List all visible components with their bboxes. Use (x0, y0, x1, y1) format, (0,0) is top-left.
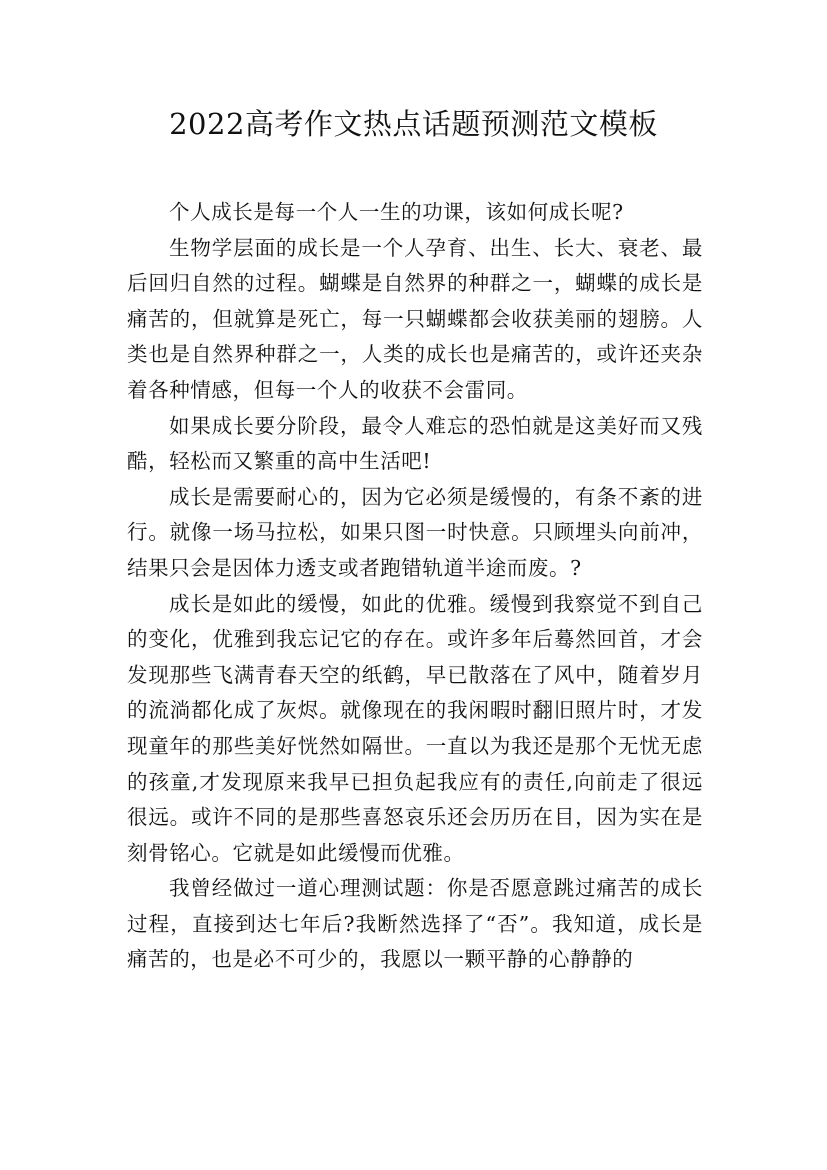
paragraph: 如果成长要分阶段，最令人难忘的恐怕就是这美好而又残酷，轻松而又繁重的高中生活吧! (127, 413, 703, 474)
paragraph: 生物学层面的成长是一个人孕育、出生、长大、衰老、最后回归自然的过程。蝴蝶是自然界的种群之一，蝴蝶的成长是痛苦的，但就算是死亡，每一只蝴蝶都会收获美丽的翅膀。人类也是自然界种群之一，人类的成长也是痛苦的，或许还夹杂着各种情感，但每一个人的收获不会雷同。 (127, 235, 703, 402)
paragraph: 成长是如此的缓慢，如此的优雅。缓慢到我察觉不到自己的变化，优雅到我忘记它的存在。或许多年后蓦然回首，才会发现那些飞满青春天空的纸鹤，早已散落在了风中，随着岁月的流淌都化成了灰烬。就像现在的我闲暇时翻旧照片时，才发现童年的那些美好恍然如隔世。一直以为我还是那个无忧无虑的孩童,才发现原来我早已担负起我应有的责任,向前走了很远很远。或许不同的是那些喜怒哀乐还会历历在目，因为实在是刻骨铭心。它就是如此缓慢而优雅。 (127, 591, 703, 865)
paragraph: 成长是需要耐心的，因为它必须是缓慢的，有条不紊的进行。就像一场马拉松，如果只图一时快意。只顾埋头向前冲，结果只会是因体力透支或者跑错轨道半途而废。? (127, 484, 703, 580)
document-body (127, 195, 703, 978)
paragraph: 个人成长是每一个人一生的功课，该如何成长呢? (169, 200, 624, 224)
paragraph: 我曾经做过一道心理测试题：你是否愿意跳过痛苦的成长过程，直接到达七年后?我断然选择了“否”。我知道，成长是痛苦的，也是必不可少的，我愿以一颗平静的心静静的 (127, 876, 703, 972)
document-title: 2022高考作文热点话题预测范文模板 (169, 107, 658, 141)
